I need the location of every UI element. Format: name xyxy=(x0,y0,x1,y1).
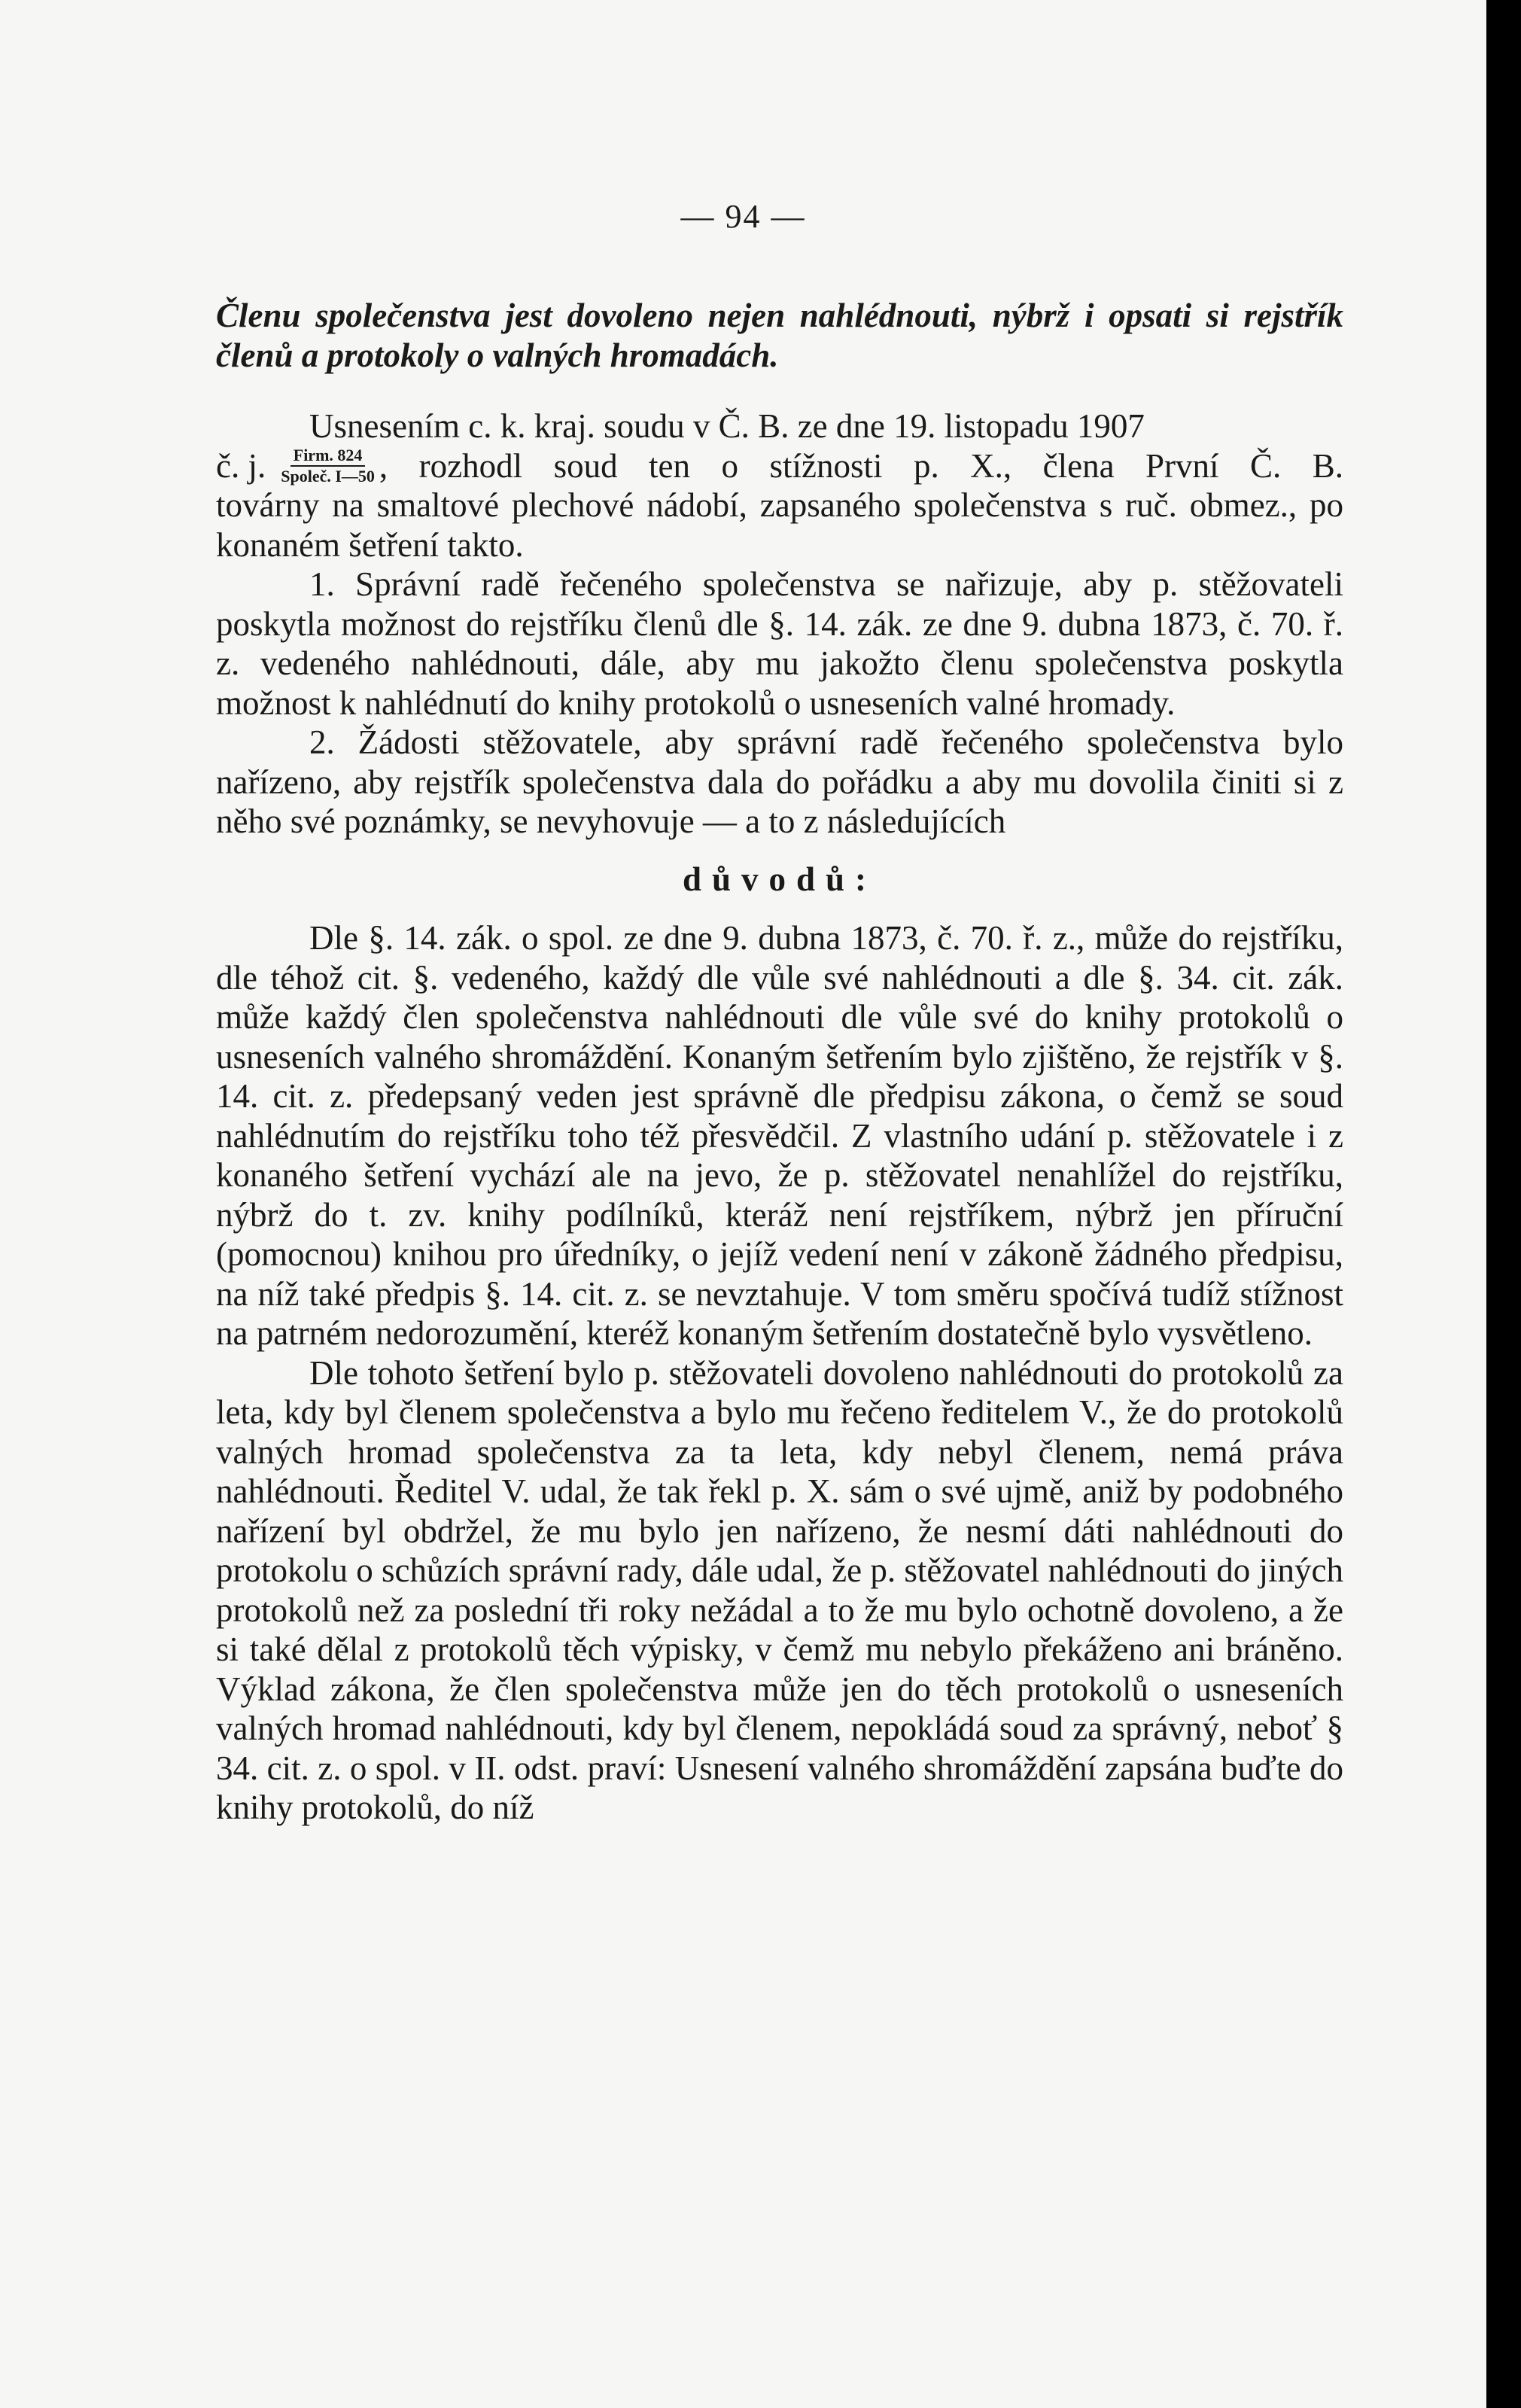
italic-paragraph: Členu společenstva jest dovoleno nejen nahlédnouti, nýbrž i opsati si rejstřík členů a protokoly o valných hromadách. xyxy=(216,297,1343,374)
page-number: — 94 — xyxy=(680,198,806,235)
intro-line1: Usnesením c. k. kraj. soudu v Č. B. ze dne 19. listopadu 1907 xyxy=(309,407,1145,445)
section-heading: důvodů: xyxy=(682,860,878,898)
case-number-fraction xyxy=(281,447,375,485)
reasons-paragraph-2: Dle tohoto šetření bylo p. stěžovateli dovoleno nahlédnouti do protokolů za leta, kdy byl členem společenstva a bylo mu řečeno ředitelem V., že do protokolů valných hromad společenstva za ta leta, kdy nebyl členem, nemá práva nahlédnouti. Ředitel V. udal, že tak řekl p. X. sám o své ujmě, aniž by podobného nařízení byl obdržel, že mu bylo jen nařízeno, že nesmí dáti nahlédnouti do protokolu o schůzích správní rady, dále udal, že p. stěžovatel nahlédnouti do jiných protokolů než za poslední tři roky nežádal a to že mu bylo ochotně dovoleno, a že si také dělal z protokolů těch výpisky, v čemž mu nebylo překáženo ani bráněno. Výklad zákona, že člen společenstva může jen do těch protokolů o usneseních valných hromad nahlédnouti, kdy byl členem, nepokládá soud za správný, neboť § 34. cit. z. o spol. v II. odst. praví: Usnesení valného shromáždění zapsána buďte do knihy protokolů, do níž xyxy=(216,1353,1343,1826)
point-1: 1. Správní radě řečeného společenstva se nařizuje, aby p. stěžovateli poskytla možnost do rejstříku členů dle §. 14. zák. ze dne 9. dubna 1873, č. 70. ř. z. vedeného nahlédnouti, dále, aby mu jakožto členu společenstva poskytla možnost k nahlédnutí do knihy protokolů o usneseních valné hromady. xyxy=(216,565,1343,722)
case-number-line xyxy=(216,446,1343,486)
case-number-label: č. j. xyxy=(216,446,266,485)
fraction-top: Firm. 824 xyxy=(291,447,366,467)
body-text xyxy=(216,296,1343,1828)
intro-line3: továrny na smaltové plechové nádobí, zapsaného společenstva s ruč. obmez., po konaném šetření takto. xyxy=(216,486,1343,564)
point-2: 2. Žádosti stěžovatele, aby správní radě řečeného společenstva bylo nařízeno, aby rejstřík společenstva dala do pořádku a aby mu dovolila činiti si z něho své poznámky, se nevyhovuje — a to z následujících xyxy=(216,723,1343,840)
scan-border xyxy=(1486,0,1521,2408)
reasons-paragraph-1: Dle §. 14. zák. o spol. ze dne 9. dubna 1873, č. 70. ř. z., může do rejstříku, dle téhož cit. §. vedeného, každý dle vůle své nahlédnouti a dle §. 34. cit. zák. může každý člen společenstva nahlédnouti dle vůle své do knihy protokolů o usneseních valného shromáždění. Konaným šetřením bylo zjištěno, že rejstřík v §. 14. cit. z. předepsaný veden jest správně dle předpisu zákona, o čemž se soud nahlédnutím do rejstříku toho též přesvědčil. Z vlastního udání p. stěžovatele i z konaného šetření vychází ale na jevo, že p. stěžovatel nenahlížel do rejstříku, nýbrž do t. zv. knihy podílníků, kteráž není rejstříkem, nýbrž jen příruční (pomocnou) knihou pro úředníky, o jejíž vedení není v zákoně žádného předpisu, na níž také předpis §. 14. cit. z. se nevztahuje. V tom směru spočívá tudíž stížnost na patrném nedorozumění, kteréž konaným šetřením dostatečně bylo vysvětleno. xyxy=(216,919,1343,1352)
fraction-bottom: Společ. I—50 xyxy=(281,466,375,486)
case-number-rest: , rozhodl soud ten o stížnosti p. X., člena První Č. B. xyxy=(379,446,1343,485)
